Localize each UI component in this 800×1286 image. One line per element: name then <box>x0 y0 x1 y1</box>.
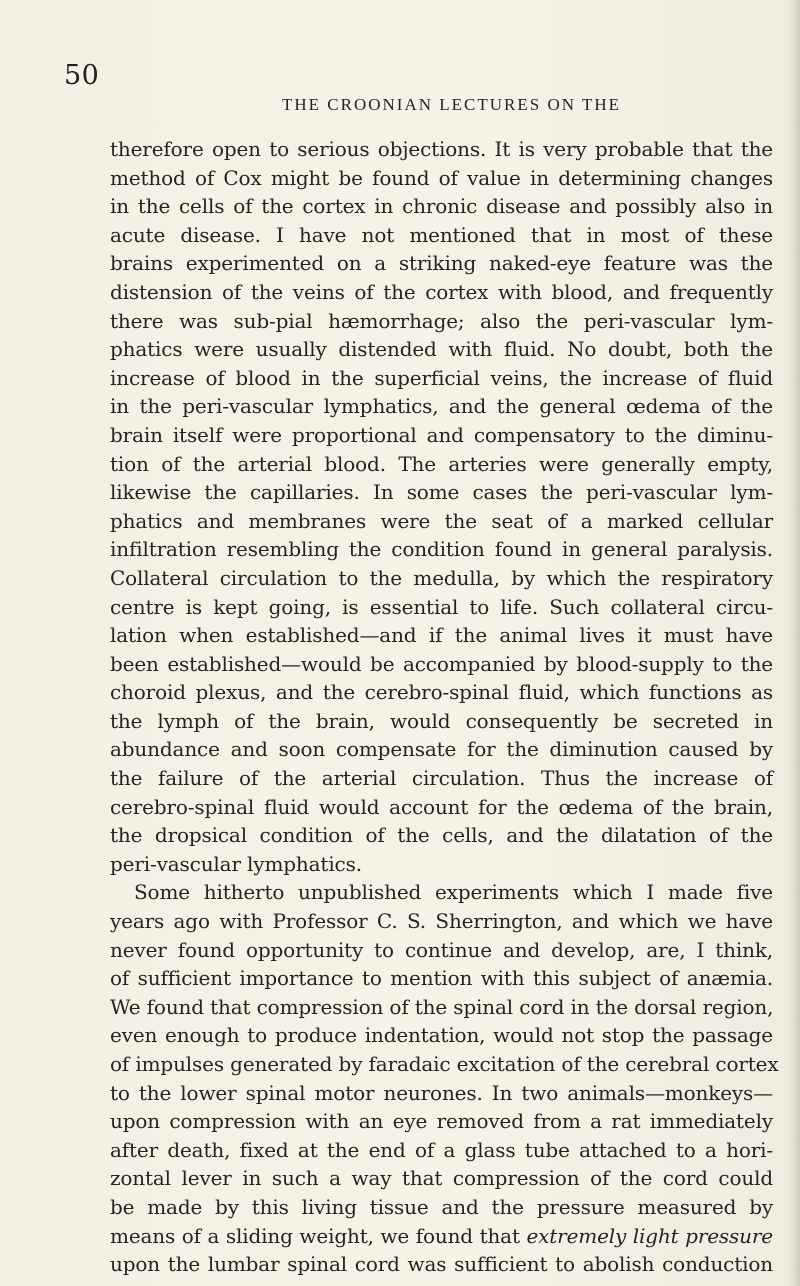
text-line: method of Cox might be found of value in determining changes <box>110 165 773 190</box>
text-line: therefore open to serious objections. It is very probable that the <box>110 137 773 161</box>
page-edge-shadow <box>788 0 800 1286</box>
text-line: the dropsical condition of the cells, and the dilatation of the <box>110 823 773 848</box>
text-line: We found that compression of the spinal cord in the dorsal region, <box>110 994 774 1019</box>
text-line: in the peri-vascular lymphatics, and the general œdema of the <box>110 394 773 419</box>
text-line: even enough to produce indentation, would not stop the passage <box>110 1023 773 1048</box>
text-line: Collateral circulation to the medulla, by which the respiratory <box>110 565 773 590</box>
text-line: upon compression with an eye removed from a rat immediately <box>110 1109 773 1134</box>
text-line: zontal lever in such a way that compression of the cord could <box>110 1166 773 1191</box>
text-line: the failure of the arterial circulation. Thus the increase of <box>110 766 773 791</box>
text-line: likewise the capillaries. In some cases the peri-vascular lym- <box>110 480 773 505</box>
text-line: in the cells of the cortex in chronic disease and possibly also in <box>110 194 773 219</box>
text-line: phatics and membranes were the seat of a marked cellular <box>110 508 773 533</box>
text-line: brains experimented on a striking naked-eye feature was the <box>110 251 773 276</box>
text-line: lation when established—and if the animal lives it must have <box>110 623 773 648</box>
text-line: years ago with Professor C. S. Sherrington, and which we have <box>110 909 773 934</box>
body-text <box>110 135 779 1279</box>
text-line: be made by this living tissue and the pressure measured by <box>110 1194 773 1219</box>
text-line: after death, fixed at the end of a glass tube attached to a hori- <box>110 1137 773 1162</box>
text-line: never found opportunity to continue and develop, are, I think, <box>110 937 773 962</box>
text-line: there was sub-pial hæmorrhage; also the peri-vascular lym- <box>110 308 773 333</box>
italic-phrase: extremely light pressure <box>526 1223 773 1248</box>
text-line: centre is kept going, is essential to life. Such collateral circu- <box>110 594 773 619</box>
text-line: increase of blood in the superficial veins, the increase of fluid <box>110 365 773 390</box>
text-line: phatics were usually distended with fluid. No doubt, both the <box>110 337 773 362</box>
text-line: cerebro-spinal fluid would account for the œdema of the brain, <box>110 794 773 819</box>
text-line: infiltration resembling the condition found in general paralysis. <box>110 537 773 562</box>
paragraph-start-line: Some hitherto unpublished experiments which I made five <box>134 880 773 905</box>
page-number: 50 <box>64 60 100 91</box>
text-line: to the lower spinal motor neurones. In two animals—monkeys— <box>110 1080 773 1105</box>
text-line: of impulses generated by faradaic excitation of the cerebral cortex <box>110 1052 779 1076</box>
text-line: the lymph of the brain, would consequently be secreted in <box>110 708 773 733</box>
line-text: means of a sliding weight, we found that <box>110 1223 527 1248</box>
text-line-with-italic <box>110 1222 773 1251</box>
paragraph-end-line: peri-vascular lymphatics. <box>110 851 362 876</box>
text-line: of sufficient importance to mention with this subject of anæmia. <box>110 966 773 991</box>
text-line: distension of the veins of the cortex with blood, and frequently <box>110 279 773 304</box>
text-line: abundance and soon compensate for the diminution caused by <box>110 737 773 762</box>
text-line: brain itself were proportional and compensatory to the diminu- <box>110 422 773 447</box>
text-line: choroid plexus, and the cerebro-spinal fluid, which functions as <box>110 680 773 705</box>
text-line: tion of the arterial blood. The arteries were generally empty, <box>110 451 773 476</box>
text-line: been established—would be accompanied by blood-supply to the <box>110 651 773 676</box>
text-line: acute disease. I have not mentioned that in most of these <box>110 222 773 247</box>
running-head: THE CROONIAN LECTURES ON THE <box>282 95 622 114</box>
text-line: upon the lumbar spinal cord was sufficient to abolish conduction <box>110 1252 773 1277</box>
